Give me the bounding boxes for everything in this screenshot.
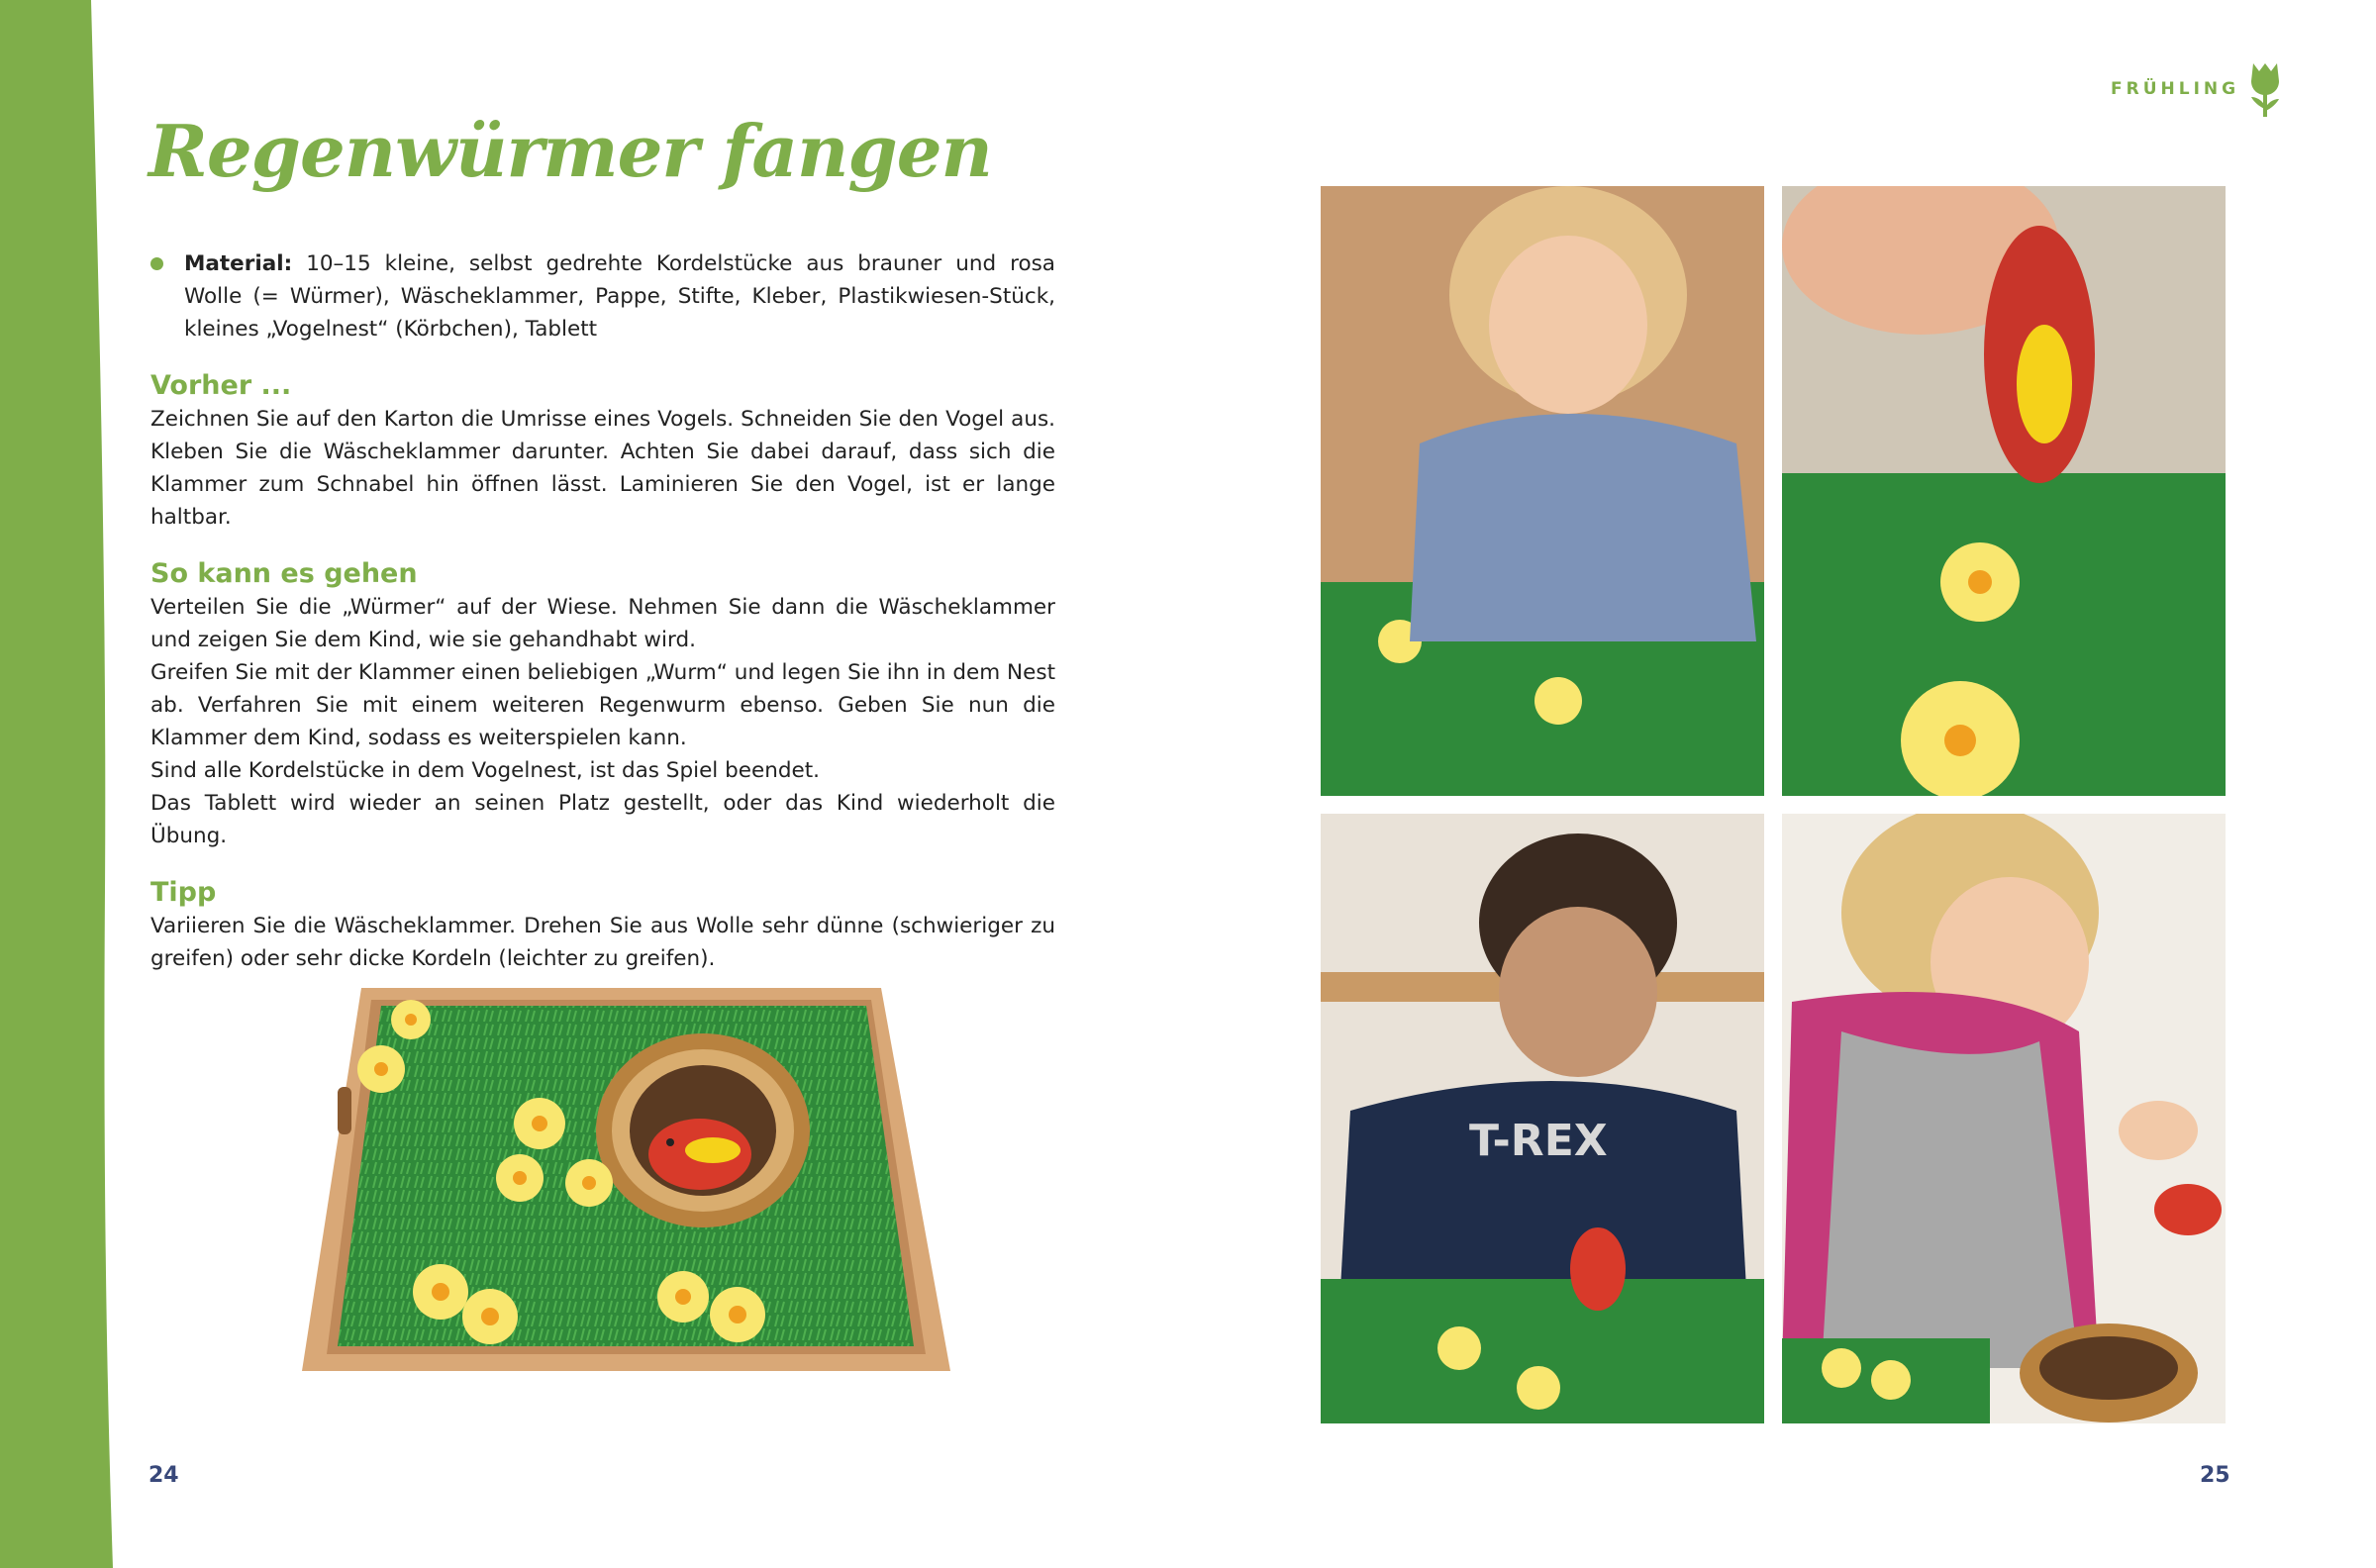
section-heading: So kann es gehen (150, 558, 418, 589)
section-heading: Tipp (150, 877, 217, 908)
section-tipp (150, 876, 1055, 975)
section-paragraph: Das Tablett wird wieder an seinen Platz gestellt, oder das Kind wiederholt die Übung. (150, 791, 1055, 848)
green-margin-band (0, 0, 129, 1568)
section-paragraph: Zeichnen Sie auf den Karton die Umrisse eines Vogels. Schneiden Sie den Vogel aus. Kleben Sie die Wäscheklammer darunter. Achten Sie dabei darauf, dass sich die Klammer zum Schnabel hin öffnen lässt. Laminieren Sie den Vogel, ist er lange haltbar. (150, 407, 1055, 530)
material-paragraph (150, 247, 1055, 345)
tray-photo (302, 980, 955, 1381)
page-number-right: 25 (2200, 1463, 2230, 1488)
section-paragraph: Sind alle Kordelstücke in dem Vogelnest, ist das Spiel beendet. (150, 758, 820, 783)
page-number-left: 24 (148, 1463, 179, 1488)
photo-child-grass (1321, 186, 1764, 796)
photo-girl-basket (1782, 814, 2226, 1423)
tulip-icon (2245, 57, 2285, 121)
page-title: Regenwürmer fangen (148, 109, 992, 193)
section-paragraph: Verteilen Sie die „Würmer“ auf der Wiese. Nehmen Sie dann die Wäscheklammer und zeigen Sie dem Kind, wie sie gehandhabt wird. (150, 595, 1055, 652)
section-paragraph: Greifen Sie mit der Klammer einen beliebigen „Wurm“ und legen Sie ihn in dem Nest ab. Verfahren Sie mit einem weiteren Regenwurm ebenso. Geben Sie nun die Klammer dem Kind, sodass es weiterspielen kann. (150, 660, 1055, 750)
section-paragraph: Variieren Sie die Wäscheklammer. Drehen Sie aus Wolle sehr dünne (schwieriger zu greifen) oder sehr dicke Kordeln (leichter zu greifen). (150, 914, 1055, 971)
section-vorher (150, 369, 1055, 534)
season-label: FRÜHLING (2111, 79, 2240, 99)
text-column (150, 247, 1055, 975)
section-so-kann-es-gehen (150, 557, 1055, 852)
shirt-text: T-REX (1469, 1116, 1608, 1166)
bullet-icon (150, 257, 163, 270)
section-heading: Vorher ... (150, 370, 292, 401)
photo-bird-clip-closeup (1782, 186, 2226, 796)
material-text: 10–15 kleine, selbst gedrehte Kordelstücke aus brauner und rosa Wolle (= Würmer), Wäscheklammer, Pappe, Stifte, Kleber, Plastikwiesen-Stück, kleines „Vogelnest“ (Körbchen), Tablett (184, 251, 1055, 342)
photo-boy-trex (1321, 814, 1764, 1423)
material-label: Material: (184, 251, 293, 276)
